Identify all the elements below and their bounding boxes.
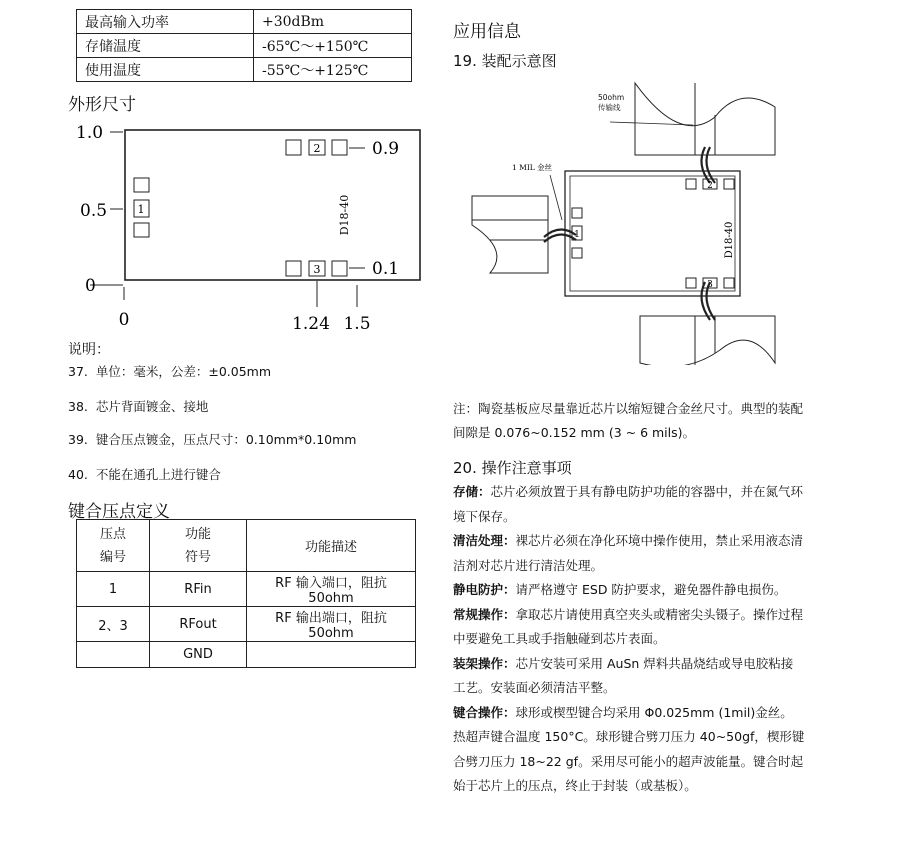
ops-text: 芯片必须放置于具有静电防护功能的容器中，并在氮气环境下保存。 [453,484,804,524]
table-row [77,642,416,668]
pad-label: 2 [707,181,713,191]
note-text: 单位：毫米，公差：±0.05mm [95,364,272,379]
spec-value: +30dBm [254,10,412,34]
dim-label: 1.0 [76,123,104,143]
pad-label: 2 [313,142,321,155]
pad-symbol: RFin [150,572,247,607]
chip-mark: D18-40 [338,194,351,236]
spec-value: -65℃～+150℃ [254,34,412,58]
ops-text: 裸芯片必须在净化环境中操作使用，禁止采用液态清洁剂对芯片进行清洁处理。 [453,533,804,573]
ops-label: 键合操作： [453,704,516,720]
dim-label: 0.9 [372,139,400,159]
pad-number [77,642,150,668]
ops-title: 20. 操作注意事项 [453,459,572,477]
dim-label: 0.5 [80,201,108,221]
app-title: 应用信息 [453,22,521,42]
chip-outline [565,171,740,296]
pad-label: 3 [707,280,713,290]
transmission-line-label: 50ohm 传输线 [598,93,625,112]
dim-label: 1.5 [343,314,371,334]
spec-param: 最高输入功率 [77,10,254,34]
ops-text: 请严格遵守 ESD 防护要求，避免器件静电损伤。 [515,582,787,597]
spec-table [76,9,412,82]
dim-label: 1.24 [292,314,330,334]
gnd-pad [332,261,347,276]
list-item [453,529,805,578]
dim-label: 0 [118,310,130,330]
table-header: 压点 编号 [77,520,150,572]
top-substrate [635,83,775,155]
ops-label: 装架操作： [453,655,516,671]
pad-symbol: RFout [150,607,247,642]
assembly-diagram [460,75,790,365]
ops-label: 清洁处理： [453,533,516,548]
spec-param: 使用温度 [77,58,254,82]
pad-def-title: 键合压点定义 [68,502,170,522]
pad-label: 1 [137,203,145,216]
list-item [68,362,271,380]
ops-label: 静电防护： [453,582,516,597]
app-subtitle: 19. 装配示意图 [453,52,557,70]
list-item [68,465,221,483]
pad-label: 3 [313,263,321,276]
spec-value: -55℃～+125℃ [254,58,412,82]
note-text: 键合压点镀金，压点尺寸：0.10mm*0.10mm [95,432,357,447]
list-item [453,701,805,799]
list-item [68,430,356,448]
table-header: 功能 符号 [150,520,247,572]
note-text: 芯片背面镀金、接地 [95,399,209,414]
pad-def-table [76,519,416,668]
table-header-row [77,520,416,572]
ops-text: 拿取芯片请使用真空夹头或精密尖头镊子。操作过程中要避免工具或手指触碰到芯片表面。 [453,606,804,646]
table-row [77,58,412,82]
outline-title: 外形尺寸 [68,95,136,115]
note-number: 40. [68,467,88,482]
list-item [453,652,805,701]
outline-drawing [60,115,440,340]
pad-symbol: GND [150,642,247,668]
spec-param: 存储温度 [77,34,254,58]
table-header: 功能描述 [247,520,416,572]
notes-title: 说明： [68,342,110,358]
note-number: 37. [68,364,88,379]
gnd-pad [332,140,347,155]
note-number: 39. [68,432,88,447]
gnd-pad [286,261,301,276]
table-row [77,10,412,34]
pad-label: 1 [574,230,580,240]
table-row [77,607,416,642]
table-row [77,572,416,607]
ops-text: 球形或楔型键合均采用 Φ0.025mm (1mil)金丝。热超声键合温度 150°C。球形键合劈刀压力 40~50gf，楔形键合劈刀压力 18~22 gf。采用尽可能小的超声波能量。键合时起始于芯片上的压点，终止于封装（或基板）。 [453,704,805,793]
pad-description [247,642,416,668]
gnd-pad [134,178,149,192]
pad-description: RF 输入端口，阻抗 50ohm [247,572,416,607]
left-substrate [472,196,548,273]
table-row [77,34,412,58]
dim-label: 0.1 [372,259,400,279]
chip-mark: D18-40 [724,221,735,259]
note-text: 不能在通孔上进行键合 [95,467,221,482]
ops-label: 常规操作： [453,606,516,622]
list-item [68,397,208,415]
ops-list [453,480,805,799]
gold-wire-label: 1 MIL 金丝 [512,163,553,172]
gnd-pad [134,223,149,237]
pad-number: 1 [77,572,150,607]
list-item [453,578,805,603]
gnd-pad [286,140,301,155]
note-number: 38. [68,399,88,414]
dim-label: 0 [85,276,96,296]
pad-number: 2、3 [77,607,150,642]
list-item [453,480,805,529]
bottom-substrate [640,316,775,365]
list-item [453,603,805,652]
ops-label: 存储： [453,484,491,499]
ops-text: 芯片安装可采用 AuSn 焊料共晶烧结或导电胶粘接工艺。安装面必须清洁平整。 [453,655,794,695]
pad-description: RF 输出端口，阻抗 50ohm [247,607,416,642]
assembly-note: 注：陶瓷基板应尽量靠近芯片以缩短键合金丝尺寸。典型的装配间隙是 0.076~0.152 mm (3 ~ 6 mils)。 [453,401,804,440]
